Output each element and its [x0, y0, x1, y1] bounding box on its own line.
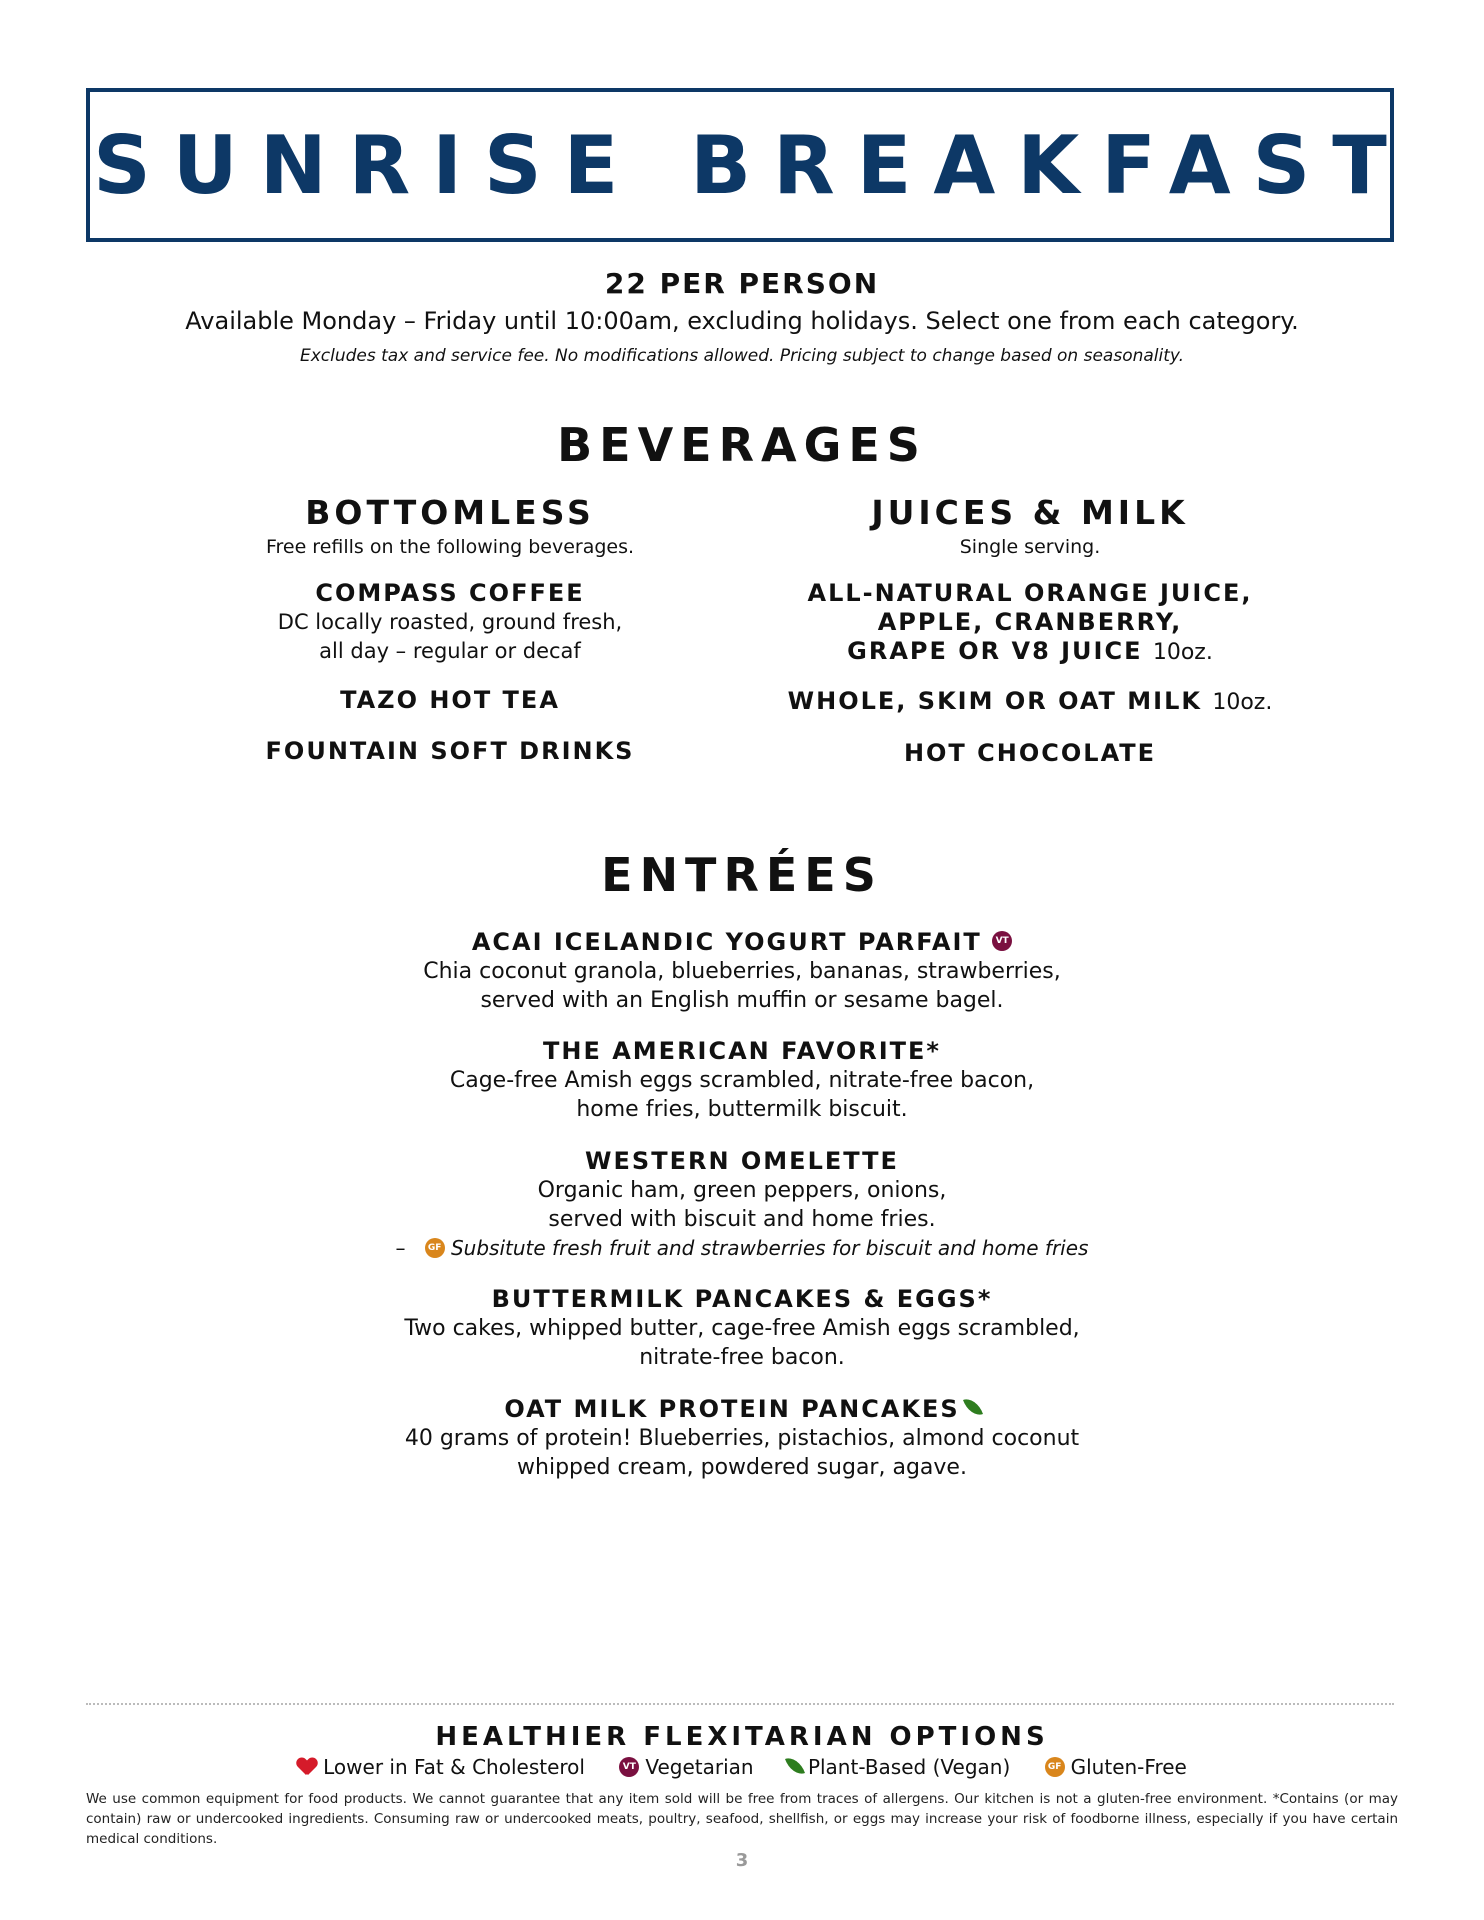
item-name: FOUNTAIN SOFT DRINKS [265, 737, 635, 765]
entrees-title: ENTRÉES [601, 848, 883, 902]
legend-item [619, 1755, 753, 1779]
leaf-icon [785, 1754, 805, 1778]
item-size: 10oz. [1152, 640, 1213, 665]
menu-item [730, 687, 1330, 717]
item-desc: nitrate-free bacon. [639, 1345, 845, 1370]
allergen-disclaimer: We use common equipment for food products. We cannot guarantee that any item sold will be free from traces of allergens. Our kitchen is not a gluten-free environment. *Contains (or may contain) raw or undercooked ingredients. Consuming raw or undercooked meats, poultry, seafood, shellfish, or eggs may increase your risk of foodborne illness, especially if you have certain medical conditions. [86, 1791, 1398, 1847]
item-desc: served with biscuit and home fries. [548, 1207, 936, 1232]
note-dash: – [395, 1236, 406, 1260]
bottomless-column [150, 493, 750, 766]
item-desc: Chia coconut granola, blueberries, bananas, strawberries, [423, 959, 1061, 984]
legend-label: Gluten-Free [1070, 1755, 1187, 1779]
item-name: THE AMERICAN FAVORITE* [543, 1037, 941, 1065]
item-desc: Two cakes, whipped butter, cage-free Amish eggs scrambled, [404, 1316, 1080, 1341]
note-text: Subsitute fresh fruit and strawberries for biscuit and home fries [450, 1236, 1089, 1260]
leaf-icon [963, 1395, 983, 1419]
page-number: 3 [735, 1850, 749, 1871]
item-desc: served with an English muffin or sesame bagel. [480, 988, 1004, 1013]
item-name [0, 1395, 1484, 1424]
title-box [86, 88, 1409, 242]
item-desc: DC locally roasted, ground fresh, [277, 610, 623, 634]
legend-label: Plant-Based (Vegan) [807, 1755, 1011, 1779]
bottomless-heading: BOTTOMLESS [305, 493, 595, 532]
item-name: BUTTERMILK PANCAKES & EGGS* [491, 1285, 993, 1313]
legend-label: Vegetarian [645, 1755, 754, 1779]
item-desc: Organic ham, green peppers, onions, [537, 1178, 947, 1203]
legend-label: Lower in Fat & Cholesterol [323, 1755, 585, 1779]
menu-item [0, 1037, 1484, 1124]
item-note [0, 1234, 1484, 1263]
juices-subheading: Single serving. [959, 536, 1101, 558]
menu-item [150, 579, 750, 666]
item-desc: home fries, buttermilk biscuit. [576, 1097, 908, 1122]
heart-icon [297, 1758, 317, 1776]
item-name: APPLE, CRANBERRY, [877, 608, 1183, 636]
item-name-text: GRAPE OR V8 JUICE [847, 637, 1143, 665]
item-name: HOT CHOCOLATE [903, 739, 1157, 767]
item-name: COMPASS COFFEE [315, 579, 585, 607]
diet-legend [0, 1755, 1484, 1779]
item-desc: Cage-free Amish eggs scrambled, nitrate-free bacon, [449, 1068, 1035, 1093]
item-size: 10oz. [1212, 690, 1273, 715]
vegetarian-badge-icon: VT [992, 931, 1012, 951]
juices-column [730, 493, 1330, 768]
menu-item [730, 579, 1330, 667]
item-name [730, 637, 1330, 667]
legend-item [1045, 1755, 1187, 1779]
juices-heading: JUICES & MILK [871, 493, 1189, 532]
menu-item [0, 1147, 1484, 1263]
availability-text: Available Monday – Friday until 10:00am, excluding holidays. Select one from each category. [185, 307, 1299, 335]
bottomless-subheading: Free refills on the following beverages. [265, 536, 635, 558]
item-desc: whipped cream, powdered sugar, agave. [517, 1455, 967, 1480]
item-desc: all day – regular or decaf [319, 639, 581, 663]
item-name: ALL-NATURAL ORANGE JUICE, [807, 579, 1253, 607]
item-name-text: OAT MILK PROTEIN PANCAKES [504, 1395, 960, 1423]
gluten-free-badge-icon: GF [425, 1238, 445, 1258]
menu-item [730, 739, 1330, 768]
item-name: TAZO HOT TEA [340, 686, 560, 714]
item-name [730, 687, 1330, 717]
menu-title: SUNRISE BREAKFAST [93, 118, 1409, 212]
menu-item [0, 928, 1484, 1015]
item-name [0, 928, 1484, 957]
beverages-title: BEVERAGES [557, 418, 927, 472]
menu-item [0, 1395, 1484, 1482]
menu-item [150, 686, 750, 715]
legend-item [788, 1755, 1010, 1779]
healthier-options-title: HEALTHIER FLEXITARIAN OPTIONS [435, 1722, 1049, 1752]
gluten-free-badge-icon: GF [1045, 1757, 1065, 1777]
vegetarian-badge-icon: VT [619, 1757, 639, 1777]
item-desc: 40 grams of protein! Blueberries, pistachios, almond coconut [404, 1426, 1080, 1451]
dotted-divider [86, 1703, 1394, 1705]
item-name-text: WHOLE, SKIM OR OAT MILK [787, 687, 1202, 715]
menu-item [150, 737, 750, 766]
menu-item [0, 1285, 1484, 1372]
item-name: WESTERN OMELETTE [585, 1147, 899, 1175]
item-name-text: ACAI ICELANDIC YOGURT PARFAIT [471, 928, 982, 956]
legend-item [297, 1755, 585, 1779]
exclusions-text: Excludes tax and service fee. No modifications allowed. Pricing subject to change based on seasonality. [299, 346, 1185, 366]
price-per-person: 22 PER PERSON [604, 267, 880, 300]
